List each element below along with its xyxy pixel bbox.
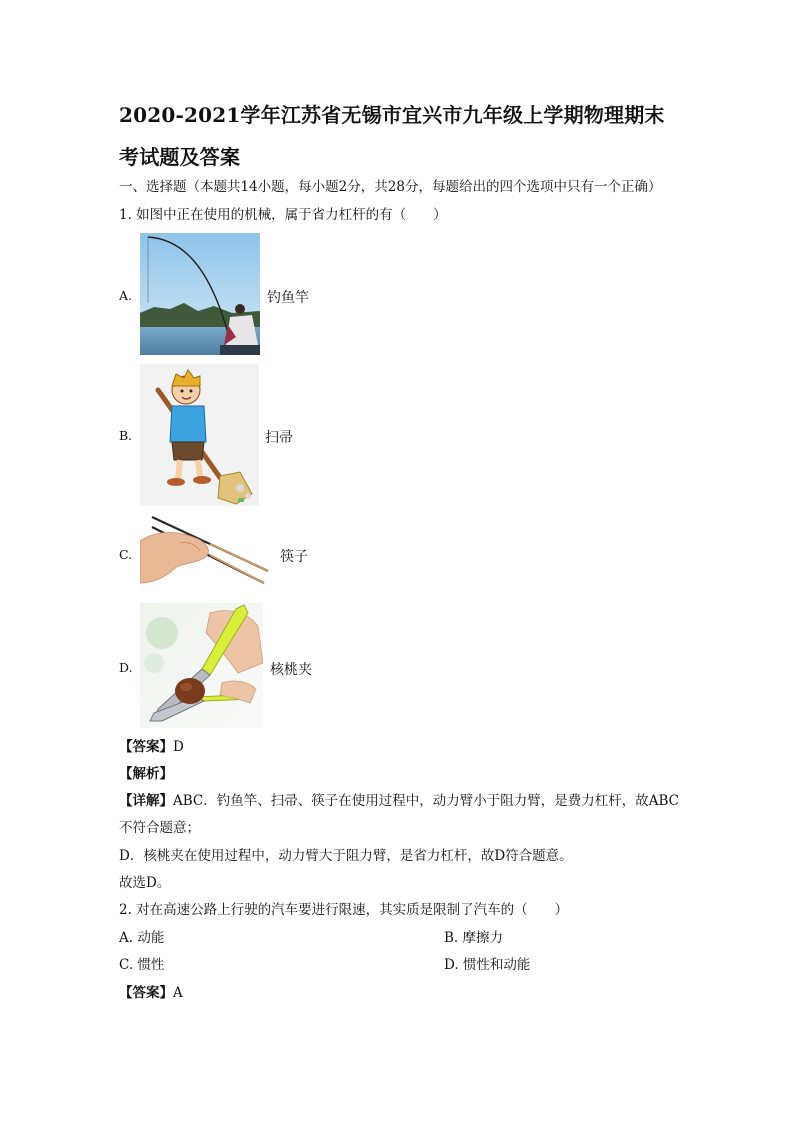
answer-tag: 【答案】	[119, 985, 173, 1001]
document-title	[119, 94, 719, 178]
detail-tag: 【详解】	[119, 793, 173, 809]
q2-option-a-letter: A.	[119, 930, 134, 946]
q1-option-a-label: 钓鱼竿	[267, 290, 309, 306]
q1-option-b-letter: B.	[119, 428, 133, 443]
q2-option-d-letter: D.	[444, 957, 459, 973]
title-line-2: 考试题及答案	[119, 145, 241, 169]
fishing-rod-photo	[140, 233, 260, 355]
nutcracker-photo	[140, 603, 263, 728]
q1-answer	[119, 737, 184, 757]
q2-option-b-letter: B.	[444, 930, 459, 946]
answer-value: A	[173, 985, 183, 1001]
section-heading: 一、选择题（本题共14小题，每小题2分，共28分，每题给出的四个选项中只有一个正确）	[119, 179, 662, 195]
q1-detail-line-4: 故选D。	[119, 875, 171, 891]
q1-analysis-tag: 【解析】	[119, 766, 173, 782]
q2-option-a	[119, 928, 164, 948]
broom-cartoon	[140, 364, 259, 506]
question-1-stem: 1. 如图中正在使用的机械，属于省力杠杆的有（ ）	[119, 207, 447, 223]
q2-option-c-label: 惯性	[137, 957, 165, 973]
title-line-1: 2020-2021学年江苏省无锡市宜兴市九年级上学期物理期末	[119, 103, 665, 127]
detail-text-1: ABC．钓鱼竿、扫帚、筷子在使用过程中，动力臂小于阻力臂，是费力杠杆，故ABC	[173, 793, 679, 809]
question-2-stem: 2. 对在高速公路上行驶的汽车要进行限速，其实质是限制了汽车的（ ）	[119, 902, 569, 918]
q2-option-c-letter: C.	[119, 957, 134, 973]
q1-option-d-label: 核桃夹	[270, 662, 312, 678]
q1-detail-line-3: D．核桃夹在使用过程中，动力臂大于阻力臂，是省力杠杆，故D符合题意。	[119, 848, 573, 864]
q1-option-c-label: 筷子	[280, 549, 308, 565]
q2-option-d-label: 惯性和动能	[462, 957, 531, 973]
answer-value: D	[173, 739, 184, 755]
q1-option-c-letter: C.	[119, 547, 133, 562]
answer-tag: 【答案】	[119, 739, 173, 755]
q1-detail-line-2: 不符合题意；	[119, 820, 200, 836]
q1-option-a-letter: A.	[119, 288, 133, 303]
q2-option-b	[444, 928, 503, 948]
q2-option-b-label: 摩擦力	[462, 930, 504, 946]
q2-option-d	[444, 955, 530, 975]
q2-answer	[119, 983, 183, 1003]
q2-option-c	[119, 955, 164, 975]
q1-option-b-label: 扫帚	[265, 430, 293, 446]
q1-option-d-letter: D.	[119, 660, 133, 675]
q1-detail-line-1	[119, 791, 679, 811]
chopsticks-photo	[140, 513, 270, 588]
q2-option-a-label: 动能	[137, 930, 165, 946]
